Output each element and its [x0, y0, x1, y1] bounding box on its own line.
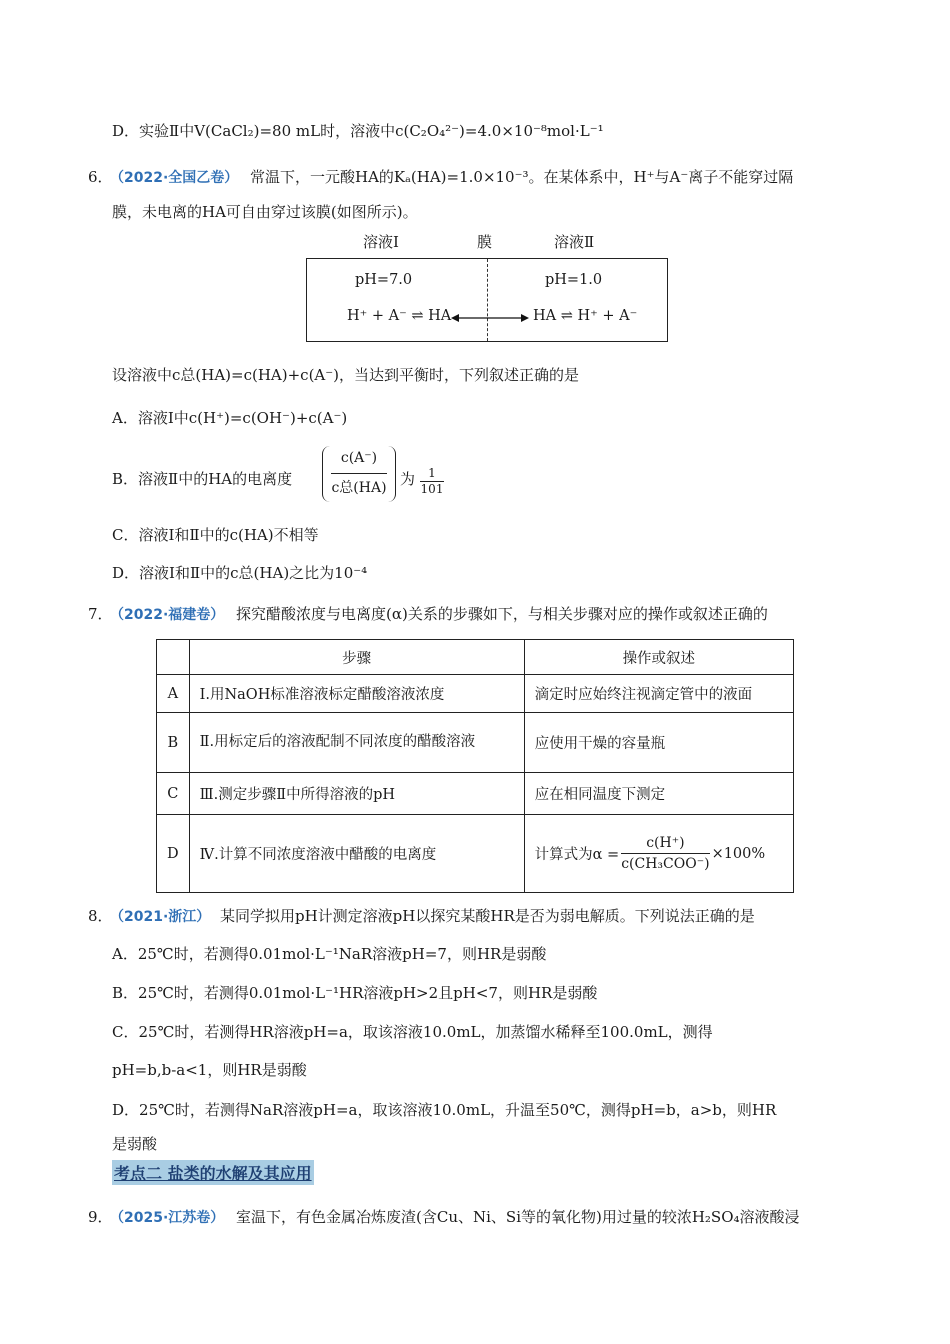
table-header-step: 步骤 [189, 640, 524, 675]
q8-option-c-line2: pH=b,b-a<1，则HR是弱酸 [112, 1061, 307, 1079]
q8-option-d-line2: 是弱酸 [112, 1135, 158, 1153]
q6-option-d: D．溶液Ⅰ和Ⅱ中的c总(HA)之比为10⁻⁴ [112, 564, 368, 582]
diagram-label-membrane: 膜 [477, 233, 493, 251]
formula-numerator: c(H⁺) [646, 835, 685, 851]
row-letter: B [157, 713, 190, 773]
q6-option-a: A．溶液Ⅰ中c(H⁺)=c(OH⁻)+c(A⁻) [112, 409, 348, 427]
table-row [157, 815, 794, 893]
q6-option-b-fraction [322, 446, 396, 502]
row-step: Ⅰ.用NaOH标准溶液标定醋酸溶液浓度 [189, 675, 524, 713]
q8-option-a: A．25℃时，若测得0.01mol·L⁻¹NaR溶液pH=7，则HR是弱酸 [112, 945, 547, 963]
row-letter: A [157, 675, 190, 713]
double-arrow-icon [451, 311, 529, 325]
value-numerator: 1 [428, 466, 436, 480]
row-letter: D [157, 815, 190, 893]
q6-stem-line1: 常温下，一元酸HA的Kₐ(HA)=1.0×10⁻³。在某体系中，H⁺与A⁻离子不能穿过隔 [250, 168, 794, 186]
row-letter: C [157, 773, 190, 815]
q7-number: 7． [88, 605, 113, 623]
q8-source: （2021·浙江） [110, 909, 211, 925]
diagram-label-solution1: 溶液Ⅰ [363, 233, 399, 251]
formula-fraction [621, 835, 709, 872]
q8-stem: 某同学拟用pH计测定溶液pH以探究某酸HR是否为弱电解质。下列说法正确的是 [220, 907, 755, 925]
q6-setup: 设溶液中c总(HA)=c(HA)+c(A⁻)，当达到平衡时，下列叙述正确的是 [112, 366, 580, 384]
diagram-label-solution2: 溶液Ⅱ [554, 233, 595, 251]
formula-prefix: 计算式为α = [534, 847, 620, 863]
q8-option-b: B．25℃时，若测得0.01mol·L⁻¹HR溶液pH>2且pH<7，则HR是弱酸 [112, 984, 598, 1002]
q8-option-d-line1: D．25℃时，若测得NaR溶液pH=a，取该溶液10.0mL，升温至50℃，测得pH=b，a>b，则HR [112, 1101, 777, 1119]
row-operation: 应使用干燥的容量瓶 [524, 713, 793, 773]
q6-option-b-prefix: B．溶液Ⅱ中的HA的电离度 [112, 470, 293, 488]
fraction-numerator: c(A⁻) [340, 450, 378, 466]
table-row [157, 713, 794, 773]
diagram-equilibrium-right: HA ⇌ H⁺ + A⁻ [533, 308, 638, 324]
row-step: Ⅱ.用标定后的溶液配制不同浓度的醋酸溶液 [189, 713, 524, 773]
membrane-dashed-line [487, 259, 488, 341]
q5-option-d: D．实验Ⅱ中V(CaCl₂)=80 mL时，溶液中c(C₂O₄²⁻)=4.0×10⁻⁸mol·L⁻¹ [112, 122, 604, 140]
row-operation: 应在相同温度下测定 [524, 773, 793, 815]
q6-option-b-mid: 为 [400, 470, 416, 488]
table-header-operation: 操作或叙述 [524, 640, 793, 675]
diagram-equilibrium-left: H⁺ + A⁻ ⇌ HA [347, 308, 452, 324]
q9-number: 9． [88, 1208, 113, 1226]
q8-option-c-line1: C．25℃时，若测得HR溶液pH=a，取该溶液10.0mL，加蒸馏水稀释至100.0mL，测得 [112, 1023, 713, 1041]
formula-denominator: c(CH₃COO⁻) [621, 853, 709, 872]
table-header-row [157, 640, 794, 675]
fraction-denominator: c总(HA) [331, 480, 387, 496]
row-operation [524, 815, 793, 893]
value-denominator: 101 [420, 482, 444, 496]
q9-stem: 室温下，有色金属冶炼废渣(含Cu、Ni、Si等的氧化物)用过量的较浓H₂SO₄溶液酸浸 [236, 1208, 800, 1226]
section-heading: 考点二 盐类的水解及其应用 [112, 1160, 314, 1185]
table-row [157, 675, 794, 713]
formula-suffix: ×100% [711, 845, 766, 862]
q7-stem: 探究醋酸浓度与电离度(α)关系的步骤如下，与相关步骤对应的操作或叙述正确的 [236, 605, 768, 623]
steps-table [156, 639, 794, 893]
q8-number: 8． [88, 907, 113, 925]
row-step: Ⅲ.测定步骤Ⅱ中所得溶液的pH [189, 773, 524, 815]
fraction-bar [331, 473, 387, 474]
q9-source: （2025·江苏卷） [110, 1210, 225, 1226]
q6-stem-line2: 膜，未电离的HA可自由穿过该膜(如图所示)。 [112, 203, 418, 221]
membrane-diagram [306, 258, 668, 342]
row-step: Ⅳ.计算不同浓度溶液中醋酸的电离度 [189, 815, 524, 893]
diagram-ph-left: pH=7.0 [355, 272, 413, 288]
q6-option-c: C．溶液Ⅰ和Ⅱ中的c(HA)不相等 [112, 526, 319, 544]
row-operation: 滴定时应始终注视滴定管中的液面 [524, 675, 793, 713]
table-row [157, 773, 794, 815]
table-header-blank [157, 640, 190, 675]
q7-source: （2022·福建卷） [110, 607, 225, 623]
diagram-ph-right: pH=1.0 [545, 272, 603, 288]
q6-source: （2022·全国乙卷） [110, 170, 239, 186]
q6-number: 6． [88, 168, 113, 186]
q6-option-b-value [418, 466, 446, 496]
